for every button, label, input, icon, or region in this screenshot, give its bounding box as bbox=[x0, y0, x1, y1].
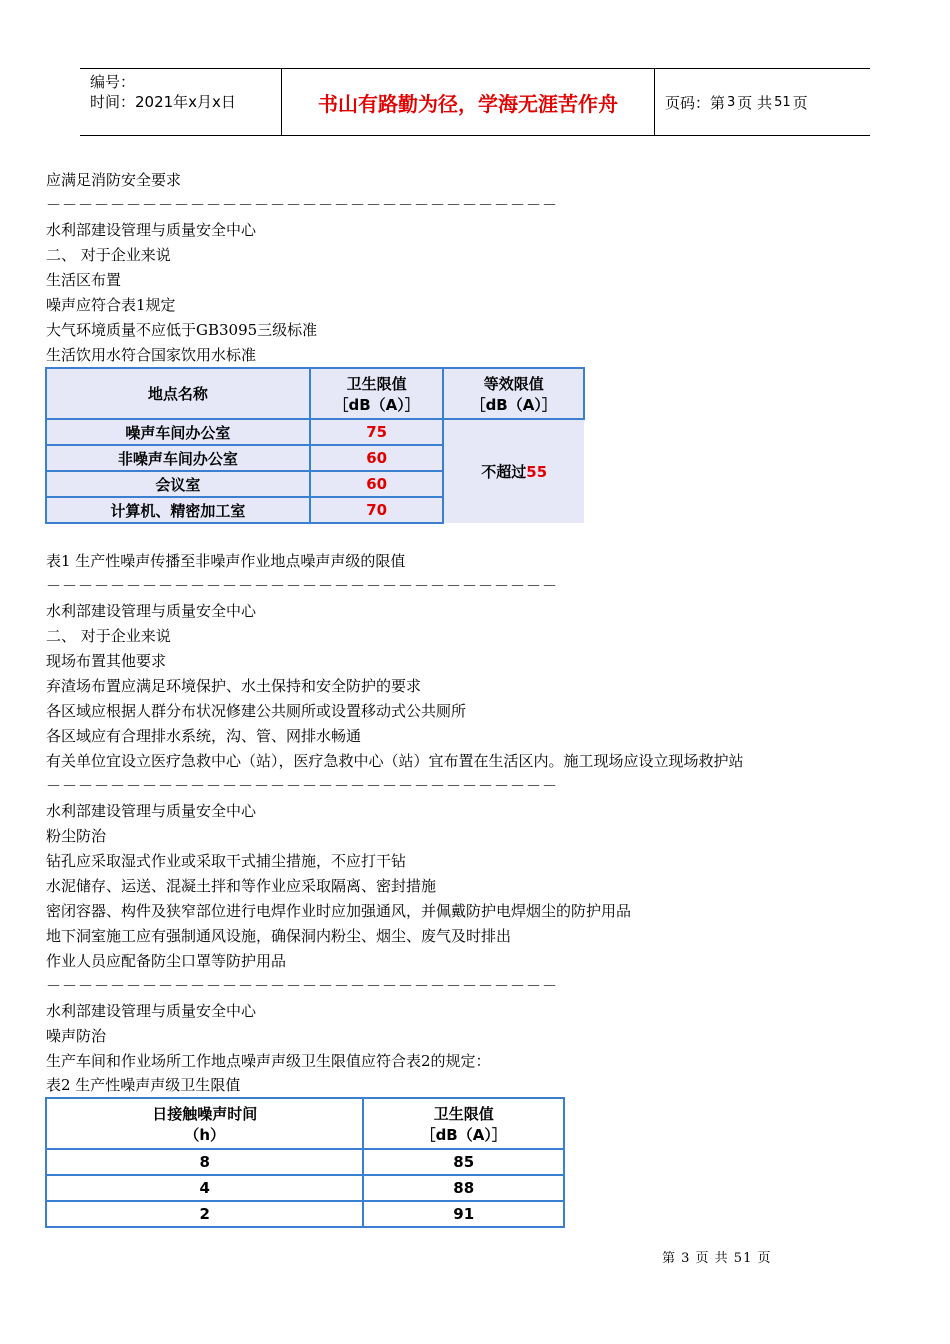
table-caption: 表1 生产性噪声传播至非噪声作业地点噪声声级的限值 bbox=[46, 552, 406, 570]
noise-limit-table-2 bbox=[45, 1097, 565, 1228]
table-row bbox=[46, 1149, 564, 1175]
body-line: 噪声防治 bbox=[46, 1027, 107, 1045]
body-line: 水利部建设管理与质量安全中心 bbox=[46, 1002, 257, 1020]
table-row bbox=[46, 1201, 564, 1227]
header-unit: ［dB（A）］ bbox=[420, 1125, 507, 1144]
body-line: 粉尘防治 bbox=[46, 827, 107, 845]
body-line: 生产车间和作业场所工作地点噪声声级卫生限值应符合表2的规定： bbox=[46, 1052, 491, 1070]
header-meta bbox=[80, 69, 281, 135]
hours-cell: 2 bbox=[46, 1201, 363, 1227]
table-row bbox=[46, 419, 584, 445]
body-line: 大气环境质量不应低于GB3095三级标准 bbox=[46, 321, 318, 339]
table-header-cell bbox=[46, 1098, 363, 1149]
header-text: 卫生限值 bbox=[433, 1104, 494, 1123]
hours-cell: 8 bbox=[46, 1149, 363, 1175]
body-line: 各区域应有合理排水系统，沟、管、网排水畅通 bbox=[46, 727, 362, 745]
page-prefix: 页码：第 bbox=[665, 93, 726, 112]
limit-cell: 60 bbox=[310, 471, 444, 497]
body-line: 噪声应符合表1规定 bbox=[46, 296, 176, 314]
body-line: 作业人员应配备防尘口罩等防护用品 bbox=[46, 952, 287, 970]
limit-cell: 70 bbox=[310, 497, 444, 523]
table-header-cell: 地点名称 bbox=[46, 368, 310, 419]
header-motto: 书山有路勤为径，学海无涯苦作舟 bbox=[318, 91, 618, 116]
body-line: 钻孔应采取湿式作业或采取干式捕尘措施，不应打干钻 bbox=[46, 852, 407, 870]
body-line: 现场布置其他要求 bbox=[46, 652, 167, 670]
body-line: 生活区布置 bbox=[46, 271, 122, 289]
body-line: 弃渣场布置应满足环境保护、水土保持和安全防护的要求 bbox=[46, 677, 422, 695]
page-total: 51 bbox=[774, 94, 791, 110]
header-unit: ［dB（A）］ bbox=[470, 395, 557, 414]
merged-value: 55 bbox=[526, 463, 548, 481]
merged-prefix: 不超过 bbox=[481, 463, 527, 481]
noise-limit-table-1 bbox=[45, 367, 585, 524]
page-suffix: 页 bbox=[792, 93, 808, 112]
page-footer: 第 3 页 共 51 页 bbox=[662, 1251, 772, 1266]
separator-line: －－－－－－－－－－－－－－－－－－－－－－－－－－－－－－－－ bbox=[46, 977, 559, 995]
body-line: 二、 对于企业来说 bbox=[46, 627, 171, 645]
body-line: 水泥储存、运送、混凝土拌和等作业应采取隔离、密封措施 bbox=[46, 877, 437, 895]
table-header-cell bbox=[443, 368, 584, 419]
header-text: 日接触噪声时间 bbox=[152, 1104, 258, 1123]
header-page-info bbox=[655, 69, 870, 135]
header-unit: ［dB（A）］ bbox=[333, 395, 420, 414]
limit-cell: 88 bbox=[363, 1175, 564, 1201]
separator-line: －－－－－－－－－－－－－－－－－－－－－－－－－－－－－－－－ bbox=[46, 196, 559, 214]
header-unit: （h） bbox=[184, 1125, 226, 1144]
equivalent-limit-cell bbox=[443, 419, 584, 523]
body-line: 地下洞室施工应有强制通风设施，确保洞内粉尘、烟尘、废气及时排出 bbox=[46, 927, 512, 945]
header-text: 卫生限值 bbox=[346, 374, 407, 393]
limit-cell: 85 bbox=[363, 1149, 564, 1175]
body-line: 二、 对于企业来说 bbox=[46, 246, 171, 264]
table-row bbox=[46, 1175, 564, 1201]
body-line: 密闭容器、构件及狭窄部位进行电焊作业时应加强通风，并佩戴防护电焊烟尘的防护用品 bbox=[46, 902, 632, 920]
body-line: 生活饮用水符合国家饮用水标准 bbox=[46, 346, 257, 364]
table-header-cell bbox=[363, 1098, 564, 1149]
time-label: 时间：2021年x月x日 bbox=[90, 93, 236, 111]
place-cell: 会议室 bbox=[46, 471, 310, 497]
table-header-cell bbox=[310, 368, 444, 419]
limit-cell: 91 bbox=[363, 1201, 564, 1227]
header-text: 等效限值 bbox=[483, 374, 544, 393]
hours-cell: 4 bbox=[46, 1175, 363, 1201]
page-header bbox=[80, 68, 870, 136]
separator-line: －－－－－－－－－－－－－－－－－－－－－－－－－－－－－－－－ bbox=[46, 777, 559, 795]
place-cell: 噪声车间办公室 bbox=[46, 419, 310, 445]
separator-line: －－－－－－－－－－－－－－－－－－－－－－－－－－－－－－－－ bbox=[46, 577, 559, 595]
body-line: 水利部建设管理与质量安全中心 bbox=[46, 221, 257, 239]
body-line: 各区域应根据人群分布状况修建公共厕所或设置移动式公共厕所 bbox=[46, 702, 467, 720]
limit-cell: 75 bbox=[310, 419, 444, 445]
limit-cell: 60 bbox=[310, 445, 444, 471]
page-mid: 页 共 bbox=[737, 93, 773, 112]
body-line: 水利部建设管理与质量安全中心 bbox=[46, 802, 257, 820]
number-label: 编号： bbox=[90, 73, 136, 91]
place-cell: 非噪声车间办公室 bbox=[46, 445, 310, 471]
body-line: 水利部建设管理与质量安全中心 bbox=[46, 602, 257, 620]
place-cell: 计算机、精密加工室 bbox=[46, 497, 310, 523]
table-caption: 表2 生产性噪声声级卫生限值 bbox=[46, 1076, 241, 1094]
page-number: 3 bbox=[727, 94, 736, 110]
body-line: 应满足消防安全要求 bbox=[46, 171, 182, 189]
body-line: 有关单位宜设立医疗急救中心（站），医疗急救中心（站）宜布置在生活区内。施工现场应设立现场救护站 bbox=[46, 752, 744, 770]
